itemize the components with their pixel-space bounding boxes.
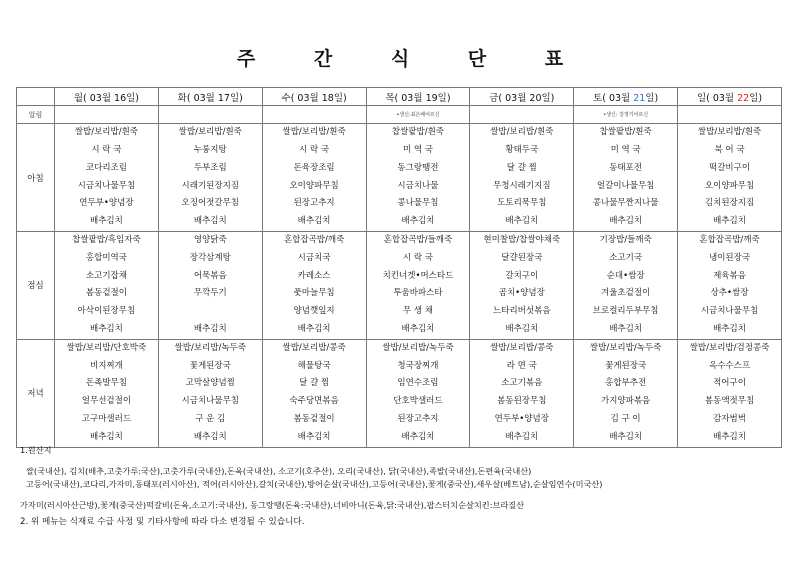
dish-item: 배추김치 xyxy=(401,323,435,334)
notice-row xyxy=(17,106,782,124)
dish-item: 배추김치 xyxy=(505,431,539,442)
dish-item: 영양닭죽 xyxy=(193,235,227,245)
dish-item: 쌀밥/보리밥/단호박죽 xyxy=(66,342,147,353)
dish-item: 무깍두기 xyxy=(193,288,227,299)
origin-heading: 1.원산지 xyxy=(20,445,52,455)
dish-item: 제육볶음 xyxy=(713,270,746,281)
dish-item: 배추김치 xyxy=(609,431,643,442)
dish-item: 브로컬리두부무침 xyxy=(592,306,659,317)
dish-item: 꽃게된장국 xyxy=(605,360,647,371)
meal-label-dinner: 저녁 xyxy=(17,339,55,447)
dish-item: 가지양파볶음 xyxy=(601,396,651,407)
dish-item: 배추김치 xyxy=(89,216,123,227)
header-row xyxy=(17,88,782,106)
dish-item: 배추김치 xyxy=(193,216,227,227)
dish-item: 배추김치 xyxy=(713,323,746,334)
dish-item: 연두부•양념장 xyxy=(79,198,134,209)
dish-item: 돈족발무침 xyxy=(85,378,127,389)
dish-item: 배추김치 xyxy=(401,216,435,227)
dish-item: 달 걀 찜 xyxy=(299,378,330,389)
menu-cell xyxy=(470,232,574,340)
menu-cell xyxy=(262,124,366,232)
day-header-thu xyxy=(366,88,470,106)
origin-line: 고등어(국내산),코다리,가자미,동태포(러시아산), 적어(러시아산),갈치(국내산),방어순살(국내산),고등어(국내산),꽃게(중국산),새우살(베트남),순살임연수(미국산) xyxy=(26,479,603,489)
dish-item: 봄동겉절이 xyxy=(293,414,335,425)
dish-item: 찹쌀팥밥/흑임자죽 xyxy=(72,235,141,245)
menu-cell xyxy=(158,124,262,232)
menu-cell xyxy=(158,339,262,447)
dish-item: 쌀밥/보리밥/흰죽 xyxy=(490,127,554,138)
dish-item: 장각삼계탕 xyxy=(189,252,231,263)
footer-notes xyxy=(20,444,790,529)
day-number: 17 xyxy=(217,92,230,104)
day-header-tue xyxy=(158,88,262,106)
day-label: 수( 03월 xyxy=(281,92,322,104)
day-suffix: 일) xyxy=(333,92,347,104)
dish-item: 숙주당면볶음 xyxy=(289,396,339,407)
menu-cell xyxy=(574,339,678,447)
day-number: 18 xyxy=(321,92,334,104)
dish-item: 배추김치 xyxy=(713,216,746,227)
dish-item: 배추김치 xyxy=(505,323,539,334)
day-number: 22 xyxy=(737,92,750,104)
dish-item: 봄동된장무침 xyxy=(497,396,547,407)
menu-cell xyxy=(678,339,782,447)
dish-item xyxy=(159,303,262,321)
dish-item: 임연수조림 xyxy=(397,378,439,389)
dish-item: 찹쌀팥밥/흰죽 xyxy=(599,127,652,138)
dish-item: 두부조림 xyxy=(193,162,227,173)
dish-item: 배추김치 xyxy=(713,431,746,442)
notice-cell: •생신:최은배어르신 xyxy=(366,106,470,124)
dish-item: 도토리묵무침 xyxy=(497,198,547,209)
day-label: 금( 03월 xyxy=(489,92,530,104)
dish-item: 쌀밥/보리밥/녹두죽 xyxy=(174,342,246,353)
day-number: 21 xyxy=(633,92,646,104)
notice-cell xyxy=(262,106,366,124)
notice-cell xyxy=(470,106,574,124)
dish-item: 홍합부추전 xyxy=(605,378,647,389)
meal-row-breakfast xyxy=(17,124,782,232)
menu-cell xyxy=(470,124,574,232)
dish-item: 봄동액젓무침 xyxy=(704,396,755,407)
dish-item: 갈치구이 xyxy=(505,270,539,281)
day-header-fri xyxy=(470,88,574,106)
page-title: 주 간 식 단 표 xyxy=(236,48,590,70)
dish-item: 카레소스 xyxy=(297,270,331,281)
day-suffix: 일) xyxy=(437,92,451,104)
dish-item: 홍합미역국 xyxy=(85,252,127,263)
dish-item: 청국장찌개 xyxy=(397,360,439,371)
menu-cell xyxy=(366,339,470,447)
dish-item: 미 역 국 xyxy=(402,144,433,155)
origin-line: 쌀(국내산), 김치(배추,고춧가루:국산),고춧가루(국내산),돈육(국내산), 소고기(호주산), 오리(국내산), 닭(국내산),족발(국내산),돈편육(국내산) xyxy=(26,466,532,476)
dish-item: 느타리버섯볶음 xyxy=(493,306,551,317)
dish-item: 시금치나물 xyxy=(397,180,439,191)
menu-cell xyxy=(55,339,159,447)
dish-item: 연두부•양념장 xyxy=(494,414,549,425)
dish-item: 고구마샐러드 xyxy=(81,414,132,425)
dish-item: 돈육장조림 xyxy=(293,162,335,173)
dish-item: 미 역 국 xyxy=(610,144,641,155)
dish-item: 구 운 김 xyxy=(195,414,226,425)
dish-item: 꽃게된장국 xyxy=(189,360,231,371)
dish-item: 배추김치 xyxy=(609,323,643,334)
dish-item: 달 걀 찜 xyxy=(506,162,537,173)
dish-item: 동태포전 xyxy=(609,162,643,173)
dish-item: 겨울초겉절이 xyxy=(601,288,651,299)
dish-item: 쌀밥/보리밥/콩죽 xyxy=(490,342,554,353)
day-suffix: 일) xyxy=(541,92,555,104)
dish-item: 혼합잡곡밥/깨죽 xyxy=(699,235,760,245)
dish-item: 떡갈비구이 xyxy=(709,162,751,173)
day-header-wed xyxy=(262,88,366,106)
dish-item: 봄동겉절이 xyxy=(85,288,127,299)
corner-cell xyxy=(17,88,55,106)
dish-item: 코다리조림 xyxy=(85,162,127,173)
day-suffix: 일) xyxy=(645,92,659,104)
origin-line: 가자미(러시아산근방),꽃게(중국산)떡갈비(돈육,소고기:국내산), 동그랑땡(돈육:국내산),너비아니(돈육,닭:국내산),팝스터치순살치킨:브라질산 xyxy=(20,500,525,510)
meal-label-lunch: 점심 xyxy=(17,232,55,340)
dish-item: 동그랑땡전 xyxy=(397,162,439,173)
dish-item: 배추김치 xyxy=(505,216,539,227)
dish-item: 적어구이 xyxy=(713,378,746,389)
menu-cell xyxy=(55,232,159,340)
dish-item: 북 어 국 xyxy=(714,144,745,155)
menu-cell xyxy=(158,232,262,340)
dish-item: 시금치나물무침 xyxy=(181,396,239,407)
dish-item: 콩나물무짠지나물 xyxy=(592,198,659,209)
day-header-mon xyxy=(55,88,159,106)
day-number: 20 xyxy=(529,92,542,104)
dish-item: 쌀밥/보리밥/흰죽 xyxy=(282,127,346,138)
dish-item: 김치된장지짐 xyxy=(704,198,755,209)
menu-cell xyxy=(678,232,782,340)
dish-item: 시 락 국 xyxy=(402,252,433,263)
notice-label: 알림 xyxy=(17,106,55,124)
dish-item: 비지찌개 xyxy=(89,360,123,371)
dish-item: 투움바파스타 xyxy=(393,288,443,299)
menu-cell xyxy=(262,339,366,447)
dish-item: 황태두국 xyxy=(505,144,539,155)
day-suffix: 일) xyxy=(229,92,243,104)
dish-item: 찹쌀팥밥/흰죽 xyxy=(391,127,445,138)
dish-item: 얼무선겉절이 xyxy=(81,396,132,407)
dish-item: 시래기된장지짐 xyxy=(181,180,239,191)
menu-cell xyxy=(366,232,470,340)
dish-item: 무청시래기지짐 xyxy=(493,180,551,191)
meal-label-breakfast: 아침 xyxy=(17,124,55,232)
day-label: 화( 03월 xyxy=(177,92,218,104)
dish-item: 배추김치 xyxy=(89,431,123,442)
dish-item: 혼합잡곡밥/깨죽 xyxy=(283,235,345,245)
dish-item: 기장밥/들깨죽 xyxy=(599,235,652,245)
dish-item: 혼합잡곡밥/들깨죽 xyxy=(383,235,453,245)
dish-item: 배추김치 xyxy=(297,431,331,442)
day-label: 목( 03월 xyxy=(385,92,426,104)
notice-cell xyxy=(678,106,782,124)
dish-item: 시금치나물무침 xyxy=(700,306,759,317)
notice-cell xyxy=(158,106,262,124)
dish-item: 오이양파무침 xyxy=(704,180,755,191)
dish-item: 쌀밥/보리밥/녹두죽 xyxy=(382,342,454,353)
meal-row-dinner xyxy=(17,339,782,447)
dish-item: 김 구 이 xyxy=(610,414,641,425)
dish-item: 배추김치 xyxy=(193,323,227,334)
menu-cell xyxy=(574,232,678,340)
dish-item: 양념깻잎지 xyxy=(293,306,335,317)
menu-cell xyxy=(366,124,470,232)
day-label: 일( 03월 xyxy=(696,92,738,104)
notice-cell: •생신: 강정기어르신 xyxy=(574,106,678,124)
dish-item: 시 락 국 xyxy=(299,144,330,155)
dish-item: 콩나물무침 xyxy=(397,198,439,209)
dish-item: 감자범벅 xyxy=(713,414,746,425)
dish-item: 라 면 국 xyxy=(506,360,537,371)
dish-item: 시금치나물무침 xyxy=(77,180,136,191)
dish-item: 된장고추지 xyxy=(397,414,439,425)
dish-item: 해물탕국 xyxy=(297,360,331,371)
dish-item: 옥수수스프 xyxy=(709,360,751,371)
dish-item: 소고기국 xyxy=(609,252,643,263)
dish-item: 냉이된장국 xyxy=(709,252,751,263)
dish-item: 달걀된장국 xyxy=(501,252,543,263)
dish-item: 배추김치 xyxy=(609,216,643,227)
menu-cell xyxy=(574,124,678,232)
dish-item: 배추김치 xyxy=(297,216,331,227)
dish-item: 된장고추지 xyxy=(293,198,335,209)
dish-item: 소고기잡채 xyxy=(85,270,127,281)
menu-cell xyxy=(55,124,159,232)
weekly-menu-table xyxy=(16,87,782,448)
dish-item: 어묵볶음 xyxy=(193,270,227,281)
menu-cell xyxy=(470,339,574,447)
dish-item: 아삭이된장무침 xyxy=(77,306,136,317)
day-number: 19 xyxy=(425,92,438,104)
day-header-sun xyxy=(678,88,782,106)
menu-cell xyxy=(262,232,366,340)
menu-change-note: 2. 위 메뉴는 식재료 수급 사정 및 기타사항에 따라 다소 변경될 수 있습니다. xyxy=(20,517,305,527)
meal-row-lunch xyxy=(17,232,782,340)
dish-item: 풋마늘무침 xyxy=(293,288,335,299)
dish-item: 곰치•양념장 xyxy=(498,288,545,299)
dish-item: 배추김치 xyxy=(297,323,331,334)
dish-item: 배추김치 xyxy=(193,431,227,442)
dish-item: 무 생 채 xyxy=(402,306,433,317)
dish-item: 배추김치 xyxy=(89,323,123,334)
dish-item: 쌀밥/보리밥/흰죽 xyxy=(697,127,762,138)
notice-cell xyxy=(55,106,159,124)
day-label: 토( 03월 xyxy=(593,92,634,104)
dish-item: 시금치국 xyxy=(297,252,331,263)
dish-item: 오이양파무침 xyxy=(289,180,339,191)
dish-item: 배추김치 xyxy=(401,431,435,442)
dish-item: 오징어젓갈무침 xyxy=(181,198,239,209)
day-suffix: 일) xyxy=(126,92,140,104)
dish-item: 쌀밥/보리밥/콩죽 xyxy=(282,342,346,353)
dish-item: 시 락 국 xyxy=(91,144,122,155)
dish-item: 쌀밥/보리밥/흰죽 xyxy=(74,127,139,138)
dish-item: 순대•쌈장 xyxy=(606,270,645,281)
dish-item: 얼갈이나물무침 xyxy=(596,180,655,191)
dish-item: 쌀밥/보리밥/녹두죽 xyxy=(589,342,662,353)
day-suffix: 일) xyxy=(749,92,763,104)
day-header-sat xyxy=(574,88,678,106)
menu-cell xyxy=(678,124,782,232)
dish-item: 단호박샐러드 xyxy=(393,396,443,407)
dish-item: 현미찰밥/찹쌀야채죽 xyxy=(483,235,561,245)
dish-item: 상추•쌈장 xyxy=(710,288,749,299)
day-number: 16 xyxy=(114,92,127,104)
dish-item: 고막살양념찜 xyxy=(185,378,235,389)
dish-item: 치킨너겟•머스타드 xyxy=(382,270,454,281)
dish-item: 쌀밥/보리밥/검정콩죽 xyxy=(689,342,770,353)
day-label: 월( 03월 xyxy=(73,92,115,104)
dish-item: 누룽지탕 xyxy=(193,144,227,155)
dish-item: 쌀밥/보리밥/흰죽 xyxy=(178,127,242,138)
dish-item: 소고기볶음 xyxy=(501,378,543,389)
